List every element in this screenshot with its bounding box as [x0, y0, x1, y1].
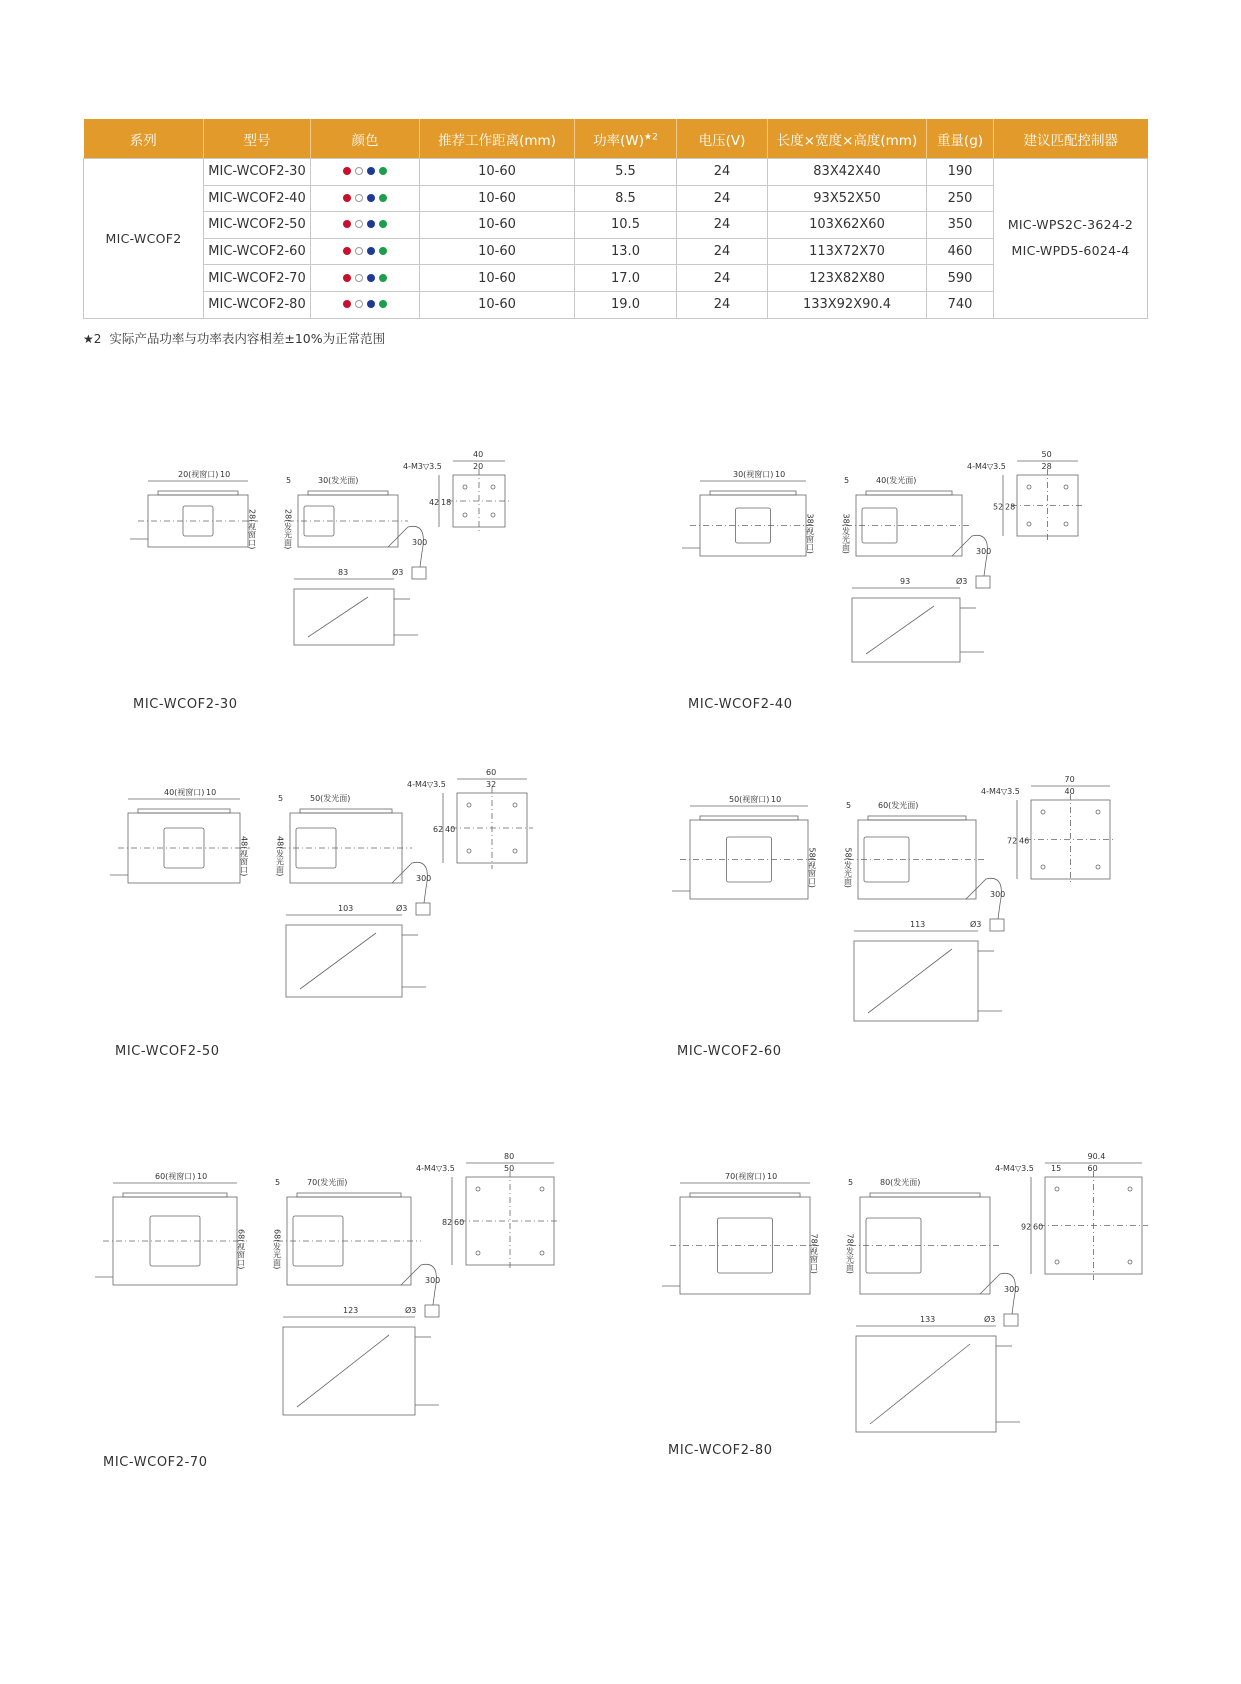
controller-2: MIC-WPD5-6024-4: [1011, 243, 1130, 259]
inner-label: 28: [1041, 462, 1052, 471]
height-label-outer: 82: [442, 1218, 453, 1227]
footnote: [83, 329, 385, 347]
inner-label: 32: [486, 780, 497, 789]
view-window: [736, 508, 771, 543]
screw-hole: [1064, 485, 1068, 489]
color-cell: [311, 185, 420, 212]
header-power: [575, 119, 677, 159]
distance-cell: 10-60: [420, 159, 575, 186]
distance-cell: 10-60: [420, 291, 575, 318]
color-dot-0: [343, 220, 351, 228]
connector: [990, 919, 1004, 931]
window-offset-label: 10: [206, 788, 217, 797]
drawing-svg: [690, 775, 1130, 1031]
table-row: [84, 238, 1148, 265]
color-dot-1: [355, 274, 363, 282]
color-dot-3: [379, 300, 387, 308]
table-row: [84, 291, 1148, 318]
cable-dia-label: Ø3: [956, 577, 968, 586]
window-offset-label: 10: [767, 1172, 778, 1181]
cable-length-label: 300: [1004, 1285, 1020, 1294]
color-dot-1: [355, 247, 363, 255]
drawing-svg: [113, 1152, 574, 1425]
color-dots: [343, 220, 387, 228]
connector: [412, 567, 426, 579]
screw-hole: [1055, 1187, 1059, 1191]
model-cell: MIC-WCOF2-30: [204, 159, 311, 186]
side-emit-label: 58(发光面): [843, 847, 853, 888]
window-label: 40(视窗口): [164, 788, 205, 797]
emit-surface: [862, 508, 897, 543]
header-row: [84, 119, 1148, 159]
window-offset-label: 10: [771, 795, 782, 804]
height-label-inner: 60: [454, 1218, 465, 1227]
screw-hole: [1055, 1260, 1059, 1264]
screw-hole: [476, 1187, 480, 1191]
drawing-svg: [128, 768, 547, 1007]
extra-label: 15: [1051, 1164, 1062, 1173]
connector: [416, 903, 430, 915]
screw-hole: [513, 849, 517, 853]
bottom-view: [283, 1327, 415, 1415]
power-cell: 13.0: [575, 238, 677, 265]
drawing-svg: [700, 450, 1098, 672]
color-dot-3: [379, 220, 387, 228]
power-cell: 10.5: [575, 212, 677, 239]
side-emit-label: 48(发光面): [275, 836, 285, 877]
height-label-outer: 92: [1021, 1222, 1032, 1232]
cable-dia-label: Ø3: [970, 920, 982, 929]
bottom-diagonal: [308, 597, 368, 637]
color-dot-2: [367, 194, 375, 202]
power-cell: 5.5: [575, 159, 677, 186]
dimensions-cell: 123X82X80: [768, 265, 927, 292]
inner-label: 50: [504, 1164, 515, 1173]
drawing-svg: [680, 1152, 1162, 1442]
color-cell: [311, 238, 420, 265]
header-model: 型号: [204, 119, 311, 159]
distance-cell: 10-60: [420, 212, 575, 239]
emit-label: 40(发光面): [876, 476, 917, 485]
weight-cell: 460: [927, 238, 994, 265]
color-dot-3: [379, 247, 387, 255]
screw-label: 4-M4▽3.5: [407, 780, 446, 789]
side-emit-label: 68(发光面): [272, 1229, 282, 1270]
outer-label: 50: [1041, 450, 1052, 459]
voltage-cell: 24: [677, 238, 768, 265]
screw-hole: [1064, 522, 1068, 526]
screw-hole: [476, 1251, 480, 1255]
color-dot-2: [367, 274, 375, 282]
table-row: [84, 212, 1148, 239]
bottom-diagonal: [868, 949, 952, 1013]
side-emit-label: 38(发光面): [841, 513, 851, 554]
outer-label: 80: [504, 1152, 515, 1161]
power-cell: 17.0: [575, 265, 677, 292]
screw-hole: [463, 513, 467, 517]
screw-label: 4-M4▽3.5: [995, 1164, 1034, 1173]
height-label-outer: 52: [993, 502, 1004, 512]
height-label-inner: 28: [1005, 502, 1016, 512]
offset-label: 5: [275, 1178, 281, 1187]
weight-cell: 740: [927, 291, 994, 318]
color-dots: [343, 300, 387, 308]
height-label-inner: 40: [445, 825, 456, 834]
distance-cell: 10-60: [420, 185, 575, 212]
color-dot-3: [379, 274, 387, 282]
inner-label: 40: [1064, 787, 1075, 796]
connector: [1004, 1314, 1018, 1326]
color-dots: [343, 194, 387, 202]
screw-hole: [1027, 522, 1031, 526]
emit-label: 30(发光面): [318, 476, 359, 485]
screw-label: 4-M3▽3.5: [403, 462, 442, 471]
screw-hole: [1027, 485, 1031, 489]
cable-length-label: 300: [412, 538, 428, 547]
front-top-plate: [158, 491, 238, 495]
controller-1: MIC-WPS2C-3624-2: [1007, 217, 1134, 233]
header-controller: 建议匹配控制器: [994, 119, 1148, 159]
bottom-diagonal: [866, 606, 934, 654]
screw-hole: [1128, 1260, 1132, 1264]
distance-cell: 10-60: [420, 238, 575, 265]
footnote-text: 实际产品功率与功率表内容相差±10%为正常范围: [109, 331, 386, 346]
outer-label: 90.4: [1087, 1152, 1106, 1161]
spec-table: [83, 119, 1148, 319]
cable-dia-label: Ø3: [984, 1315, 996, 1324]
table-row: [84, 185, 1148, 212]
front-top-plate: [138, 809, 230, 813]
screw-label: 4-M4▽3.5: [967, 462, 1006, 471]
window-label: 60(视窗口): [155, 1172, 196, 1181]
color-dot-3: [379, 194, 387, 202]
offset-label: 5: [848, 1178, 854, 1187]
color-cell: [311, 212, 420, 239]
outer-label: 60: [486, 768, 497, 777]
color-dot-2: [367, 220, 375, 228]
voltage-cell: 24: [677, 159, 768, 186]
cable-dia-label: Ø3: [396, 904, 408, 913]
model-cell: MIC-WCOF2-50: [204, 212, 311, 239]
color-dot-0: [343, 167, 351, 175]
height-label-outer: 62: [433, 825, 444, 834]
color-dots: [343, 247, 387, 255]
drawing-svg: [148, 450, 525, 655]
color-dot-1: [355, 167, 363, 175]
dimensions-cell: 103X62X60: [768, 212, 927, 239]
dimensions-cell: 93X52X50: [768, 185, 927, 212]
screw-hole: [1041, 865, 1045, 869]
footnote-marker: ★2: [83, 332, 102, 346]
connector: [976, 576, 990, 588]
screw-hole: [491, 485, 495, 489]
power-cell: 8.5: [575, 185, 677, 212]
cable-dia-label: Ø3: [405, 1306, 417, 1315]
color-dot-3: [379, 167, 387, 175]
drawing-caption: MIC-WCOF2-40: [688, 697, 793, 712]
side-top-plate: [868, 816, 966, 820]
color-cell: [311, 291, 420, 318]
window-offset-label: 10: [775, 470, 786, 479]
inner-label: 20: [473, 462, 484, 471]
length-label: 133: [920, 1315, 936, 1324]
cable-length-label: 300: [416, 874, 432, 883]
side-top-plate: [308, 491, 388, 495]
side-window-label: 58(视窗口): [807, 847, 817, 888]
offset-label: 5: [278, 794, 284, 803]
drawing-caption: MIC-WCOF2-50: [115, 1044, 220, 1059]
voltage-cell: 24: [677, 291, 768, 318]
side-top-plate: [297, 1193, 401, 1197]
side-emit-label: 78(发光面): [845, 1233, 855, 1274]
outer-label: 40: [473, 450, 484, 459]
color-dots: [343, 274, 387, 282]
drawing-caption: MIC-WCOF2-70: [103, 1455, 208, 1470]
length-label: 103: [338, 904, 354, 913]
height-label-inner: 18: [441, 498, 452, 507]
screw-hole: [467, 849, 471, 853]
bottom-view: [856, 1336, 996, 1432]
inner-label: 60: [1087, 1164, 1098, 1173]
height-label-inner: 60: [1033, 1222, 1044, 1232]
screw-hole: [513, 803, 517, 807]
color-dot-0: [343, 274, 351, 282]
drawing-caption: MIC-WCOF2-80: [668, 1443, 773, 1458]
color-dot-2: [367, 247, 375, 255]
emit-label: 80(发光面): [880, 1178, 921, 1187]
screw-hole: [467, 803, 471, 807]
color-dot-1: [355, 194, 363, 202]
emit-label: 60(发光面): [878, 801, 919, 810]
bottom-diagonal: [297, 1335, 389, 1407]
cable-dia-label: Ø3: [392, 568, 404, 577]
front-top-plate: [123, 1193, 227, 1197]
side-top-plate: [866, 491, 952, 495]
side-window-label: 38(视窗口): [805, 513, 815, 554]
offset-label: 5: [286, 476, 292, 485]
height-label-outer: 72: [1007, 836, 1018, 846]
weight-cell: 250: [927, 185, 994, 212]
screw-hole: [1096, 865, 1100, 869]
window-offset-label: 10: [220, 470, 231, 479]
screw-hole: [491, 513, 495, 517]
model-cell: MIC-WCOF2-40: [204, 185, 311, 212]
window-label: 20(视窗口): [178, 470, 219, 479]
screw-hole: [463, 485, 467, 489]
connector: [425, 1305, 439, 1317]
voltage-cell: 24: [677, 185, 768, 212]
header-dimensions: 长度×宽度×高度(mm): [768, 119, 927, 159]
offset-label: 5: [844, 476, 850, 485]
side-window-label: 68(视窗口): [236, 1229, 246, 1270]
screw-hole: [1128, 1187, 1132, 1191]
screw-hole: [1096, 810, 1100, 814]
side-window-label: 78(视窗口): [809, 1233, 819, 1274]
front-top-plate: [710, 491, 796, 495]
header-weight: 重量(g): [927, 119, 994, 159]
offset-label: 5: [846, 801, 852, 810]
dimensions-cell: 113X72X70: [768, 238, 927, 265]
color-dots: [343, 167, 387, 175]
voltage-cell: 24: [677, 212, 768, 239]
model-cell: MIC-WCOF2-70: [204, 265, 311, 292]
header-distance: 推荐工作距离(mm): [420, 119, 575, 159]
drawing-caption: MIC-WCOF2-30: [133, 697, 238, 712]
header-power-label: 功率(W): [593, 132, 645, 149]
emit-label: 70(发光面): [307, 1178, 348, 1187]
drawing-caption: MIC-WCOF2-60: [677, 1044, 782, 1059]
outer-label: 70: [1064, 775, 1075, 784]
cable-length-label: 300: [990, 890, 1006, 899]
distance-cell: 10-60: [420, 265, 575, 292]
screw-label: 4-M4▽3.5: [981, 787, 1020, 796]
model-cell: MIC-WCOF2-60: [204, 238, 311, 265]
header-series: 系列: [84, 119, 204, 159]
front-top-plate: [690, 1193, 800, 1197]
length-label: 93: [900, 577, 911, 586]
color-dot-0: [343, 247, 351, 255]
emit-label: 50(发光面): [310, 794, 351, 803]
header-color: 颜色: [311, 119, 420, 159]
table-body: [84, 159, 1148, 319]
color-dot-1: [355, 220, 363, 228]
bottom-diagonal: [870, 1344, 970, 1424]
bottom-diagonal: [300, 933, 376, 989]
side-top-plate: [300, 809, 392, 813]
length-label: 83: [338, 568, 349, 577]
window-label: 70(视窗口): [725, 1172, 766, 1181]
color-dot-1: [355, 300, 363, 308]
screw-hole: [1041, 810, 1045, 814]
side-top-plate: [870, 1193, 980, 1197]
color-dot-0: [343, 300, 351, 308]
weight-cell: 590: [927, 265, 994, 292]
series-cell: MIC-WCOF2: [84, 159, 204, 319]
window-label: 50(视窗口): [729, 795, 770, 804]
length-label: 123: [343, 1306, 359, 1315]
height-label-outer: 42: [429, 498, 440, 507]
screw-label: 4-M4▽3.5: [416, 1164, 455, 1173]
color-cell: [311, 159, 420, 186]
cable-length-label: 300: [976, 547, 992, 556]
table-row: [84, 159, 1148, 186]
dimensions-cell: 133X92X90.4: [768, 291, 927, 318]
screw-hole: [540, 1187, 544, 1191]
voltage-cell: 24: [677, 265, 768, 292]
model-cell: MIC-WCOF2-80: [204, 291, 311, 318]
color-dot-0: [343, 194, 351, 202]
controller-cell: [994, 159, 1148, 319]
color-dot-2: [367, 167, 375, 175]
window-label: 30(视窗口): [733, 470, 774, 479]
side-window-label: 28(视窗口): [247, 509, 257, 550]
power-footnote-marker: ★2: [644, 132, 658, 142]
height-label-inner: 46: [1019, 836, 1030, 846]
weight-cell: 350: [927, 212, 994, 239]
length-label: 113: [910, 920, 926, 929]
cable-length-label: 300: [425, 1276, 441, 1285]
weight-cell: 190: [927, 159, 994, 186]
window-offset-label: 10: [197, 1172, 208, 1181]
side-window-label: 48(视窗口): [239, 836, 249, 877]
dimensions-cell: 83X42X40: [768, 159, 927, 186]
side-emit-label: 28(发光面): [283, 509, 293, 550]
power-cell: 19.0: [575, 291, 677, 318]
color-cell: [311, 265, 420, 292]
header-voltage: 电压(V): [677, 119, 768, 159]
front-top-plate: [700, 816, 798, 820]
table-row: [84, 265, 1148, 292]
screw-hole: [540, 1251, 544, 1255]
color-dot-2: [367, 300, 375, 308]
